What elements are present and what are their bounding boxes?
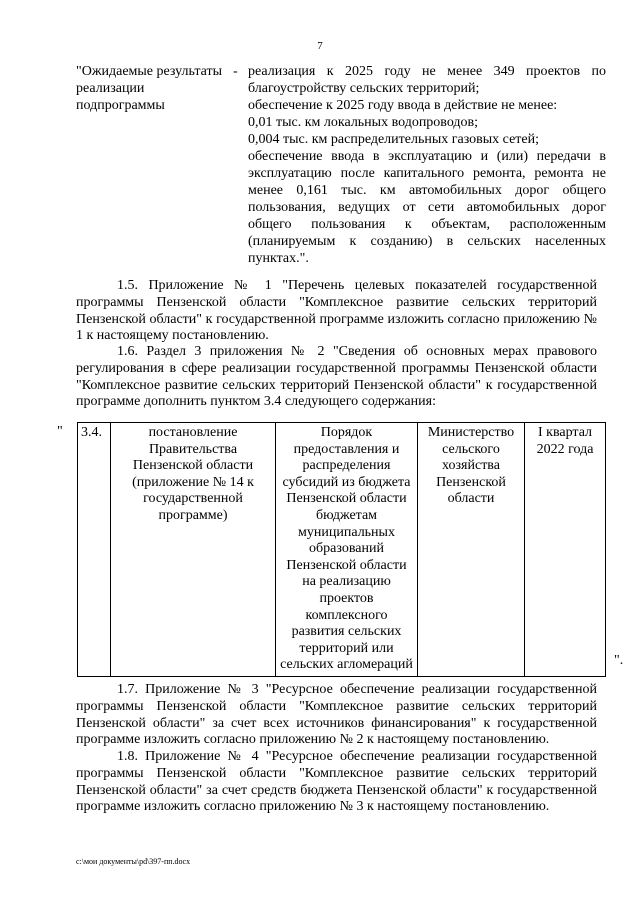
expected-results-line: обеспечение ввода в эксплуатацию и (или) передачи в эксплуатацию после капитального ремонта, ремонта не менее 0,161 тыс. км автомобильных дорог общего пользования, ведущих от сети автомобильных дорог общего пользования к объектам, расположенным (планируемым к созданию) в сельских населенных пунктах.".: [248, 149, 606, 266]
table-quote-open: ": [57, 424, 63, 439]
paragraph-1-7: 1.7. Приложение № 3 "Ресурсное обеспечение реализации государственной программы Пензенской области "Комплексное развитие сельских территорий Пензенской области" за счет всех источников финансирования" к государственной программе изложить согласно приложению № 2 к настоящему постановлению.: [76, 682, 597, 748]
expected-results-dash: -: [233, 64, 238, 79]
footer-file-path: c:\мои документы\pd\397-пп.docx: [76, 857, 191, 866]
cell-executor: Министерство сельского хозяйства Пензенской области: [418, 423, 525, 677]
paragraph-1-5: 1.5. Приложение № 1 "Перечень целевых показателей государственной программы Пензенской области "Комплексное развитие сельских территорий Пензенской области" к государственной программе изложить согласно приложению № 1 к настоящему постановлению.: [76, 278, 597, 344]
expected-results-line: 0,004 тыс. км распределительных газовых сетей;: [248, 132, 539, 147]
expected-results-body: [248, 63, 606, 267]
expected-results-line: обеспечение к 2025 году ввода в действие не менее:: [248, 98, 558, 113]
expected-results-label: "Ожидаемые результаты реализации подпрограммы: [76, 64, 223, 113]
page-number: 7: [317, 40, 323, 52]
cell-subject: Порядок предоставления и распределения субсидий из бюджета Пензенской области бюджетам муниципальных образований Пензенской области на реализацию проектов комплексного развития сельских территорий или сельских агломераций: [276, 423, 418, 677]
expected-results-line: реализация к 2025 году не менее 349 проектов по благоустройству сельских территорий;: [248, 64, 606, 96]
table-quote-close: ".: [614, 653, 624, 668]
paragraph-1-8: 1.8. Приложение № 4 "Ресурсное обеспечение реализации государственной программы Пензенской области "Комплексное развитие сельских территорий Пензенской области" за счет средств бюджета Пензенской области" к государственной программе изложить согласно приложению № 3 к настоящему постановлению.: [76, 749, 597, 815]
cell-number: 3.4.: [78, 423, 111, 677]
legal-measures-table: [77, 422, 606, 677]
table-row: [78, 423, 606, 677]
cell-document-type: постановление Правительства Пензенской области (приложение № 14 к государственной программе): [111, 423, 276, 677]
cell-deadline: I квартал 2022 года: [525, 423, 606, 677]
expected-results-line: 0,01 тыс. км локальных водопроводов;: [248, 115, 479, 130]
paragraph-1-6: 1.6. Раздел 3 приложения № 2 "Сведения об основных мерах правового регулирования в сфере реализации государственной программы Пензенской области "Комплексное развитие сельских территорий Пензенской области" к государственной программе дополнить пунктом 3.4 следующего содержания:: [76, 344, 597, 410]
